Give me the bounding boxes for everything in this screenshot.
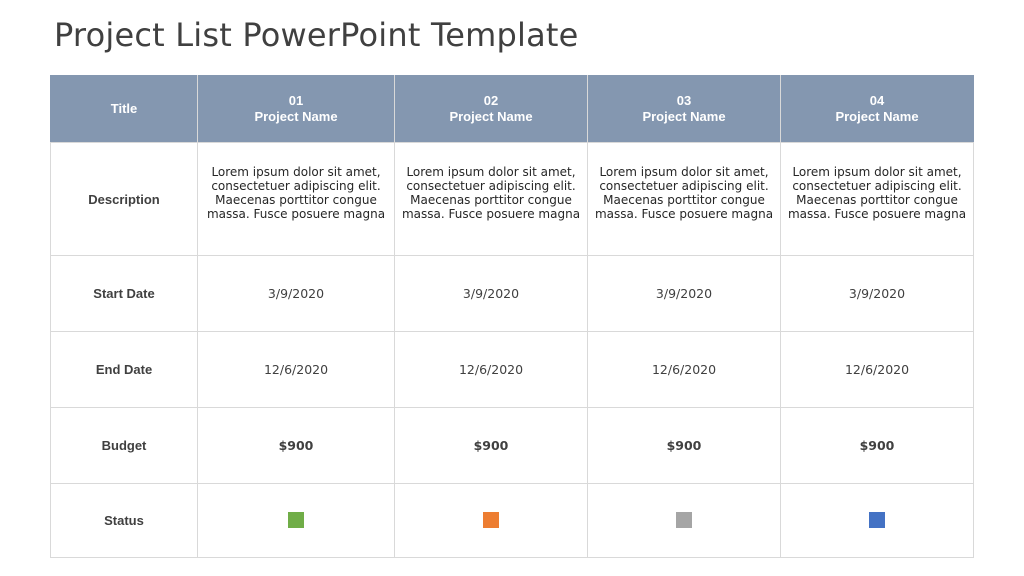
description-line: Maecenas porttitor congue (796, 193, 958, 207)
status-indicator (483, 512, 499, 528)
status-cell (198, 484, 395, 558)
start-date-cell: 3/9/2020 (588, 256, 781, 332)
header-project-1 (198, 76, 395, 143)
description-line: consectetuer adipiscing elit. (599, 179, 769, 193)
budget-cell: $900 (588, 408, 781, 484)
project-number: 03 (676, 93, 692, 108)
start-date-cell: 3/9/2020 (781, 256, 974, 332)
description-line: massa. Fusce posuere magna (594, 207, 774, 221)
end-date-row (51, 332, 974, 408)
end-date-cell: 12/6/2020 (781, 332, 974, 408)
end-date-cell: 12/6/2020 (588, 332, 781, 408)
description-cell (588, 143, 781, 256)
description-cell (198, 143, 395, 256)
status-cell (588, 484, 781, 558)
project-number: 01 (288, 93, 304, 108)
description-line: Maecenas porttitor congue (215, 193, 377, 207)
start-date-cell: 3/9/2020 (395, 256, 588, 332)
description-line: massa. Fusce posuere magna (787, 207, 967, 221)
description-line: Maecenas porttitor congue (410, 193, 572, 207)
project-number: 04 (869, 93, 885, 108)
header-project-4 (781, 76, 974, 143)
description-line: Maecenas porttitor congue (603, 193, 765, 207)
header-row (51, 76, 974, 143)
description-line: Lorem ipsum dolor sit amet, (792, 165, 962, 179)
slide-title: Project List PowerPoint Template (54, 16, 579, 54)
header-project-3 (588, 76, 781, 143)
description-line: consectetuer adipiscing elit. (211, 179, 381, 193)
end-date-cell: 12/6/2020 (198, 332, 395, 408)
row-label-budget: Budget (51, 408, 198, 484)
budget-row (51, 408, 974, 484)
end-date-cell: 12/6/2020 (395, 332, 588, 408)
project-name: Project Name (835, 109, 919, 124)
status-indicator (288, 512, 304, 528)
status-cell (781, 484, 974, 558)
header-title-cell: Title (51, 76, 198, 143)
description-line: Lorem ipsum dolor sit amet, (211, 165, 381, 179)
status-cell (395, 484, 588, 558)
status-indicator (676, 512, 692, 528)
project-name: Project Name (642, 109, 726, 124)
row-label-start-date: Start Date (51, 256, 198, 332)
description-line: Lorem ipsum dolor sit amet, (599, 165, 769, 179)
description-line: consectetuer adipiscing elit. (792, 179, 962, 193)
description-row (51, 143, 974, 256)
budget-cell: $900 (395, 408, 588, 484)
project-name: Project Name (449, 109, 533, 124)
project-name: Project Name (254, 109, 338, 124)
row-label-end-date: End Date (51, 332, 198, 408)
description-cell (395, 143, 588, 256)
start-date-row (51, 256, 974, 332)
row-label-description: Description (51, 143, 198, 256)
budget-cell: $900 (198, 408, 395, 484)
description-line: massa. Fusce posuere magna (206, 207, 386, 221)
description-line: massa. Fusce posuere magna (401, 207, 581, 221)
project-number: 02 (483, 93, 499, 108)
budget-cell: $900 (781, 408, 974, 484)
header-project-2 (395, 76, 588, 143)
status-row (51, 484, 974, 558)
description-line: Lorem ipsum dolor sit amet, (406, 165, 576, 179)
project-table (50, 75, 974, 558)
start-date-cell: 3/9/2020 (198, 256, 395, 332)
status-indicator (869, 512, 885, 528)
description-cell (781, 143, 974, 256)
description-line: consectetuer adipiscing elit. (406, 179, 576, 193)
row-label-status: Status (51, 484, 198, 558)
